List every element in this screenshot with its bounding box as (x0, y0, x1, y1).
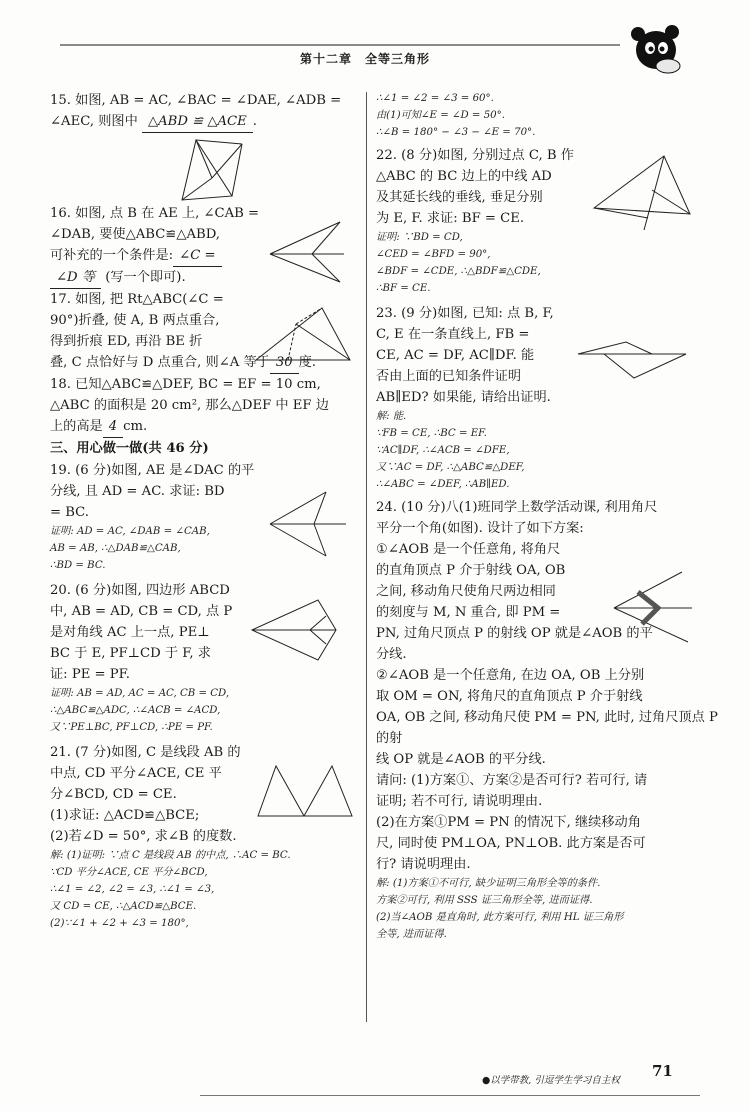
q20-solution-2: ∴△ABC≌△ADC, ∴∠ACB = ∠ACD, (50, 705, 221, 716)
q19-line1: 19. (6 分)如图, AE 是∠DAC 的平 (50, 463, 255, 478)
q16-answer-part1: ∠C = (173, 245, 221, 267)
q24-line17: 行? 请说明理由. (376, 857, 471, 872)
figure-q24 (612, 570, 694, 650)
q23-line3: CE, AC = DF, AC∥DF. 能 (376, 348, 535, 363)
q21-line2: 中点, CD 平分∠ACE, CE 平 (50, 766, 222, 781)
q17-line4: 叠, C 点恰好与 D 点重合, 则∠A 等于 (50, 355, 270, 370)
q24-line15: (2)在方案①PM = PN 的情况下, 继续移动角 (376, 815, 641, 830)
q23-solution-0: 解: 能. (376, 411, 407, 422)
q24-line6: 的刻度与 M, N 重合, 即 PM = (376, 605, 561, 620)
q21-solution-1: 解: (1)证明: ∵点 C 是线段 AB 的中点, ∴AC = BC. (50, 850, 291, 861)
q15-end: . (252, 114, 257, 129)
q15-line1: 15. 如图, AB = AC, ∠BAC = ∠DAE, ∠ADB = (50, 93, 342, 108)
q18-answer: 4 (103, 416, 123, 438)
figure-q20 (248, 594, 340, 670)
q21-solution-5: (2)∵∠1 + ∠2 + ∠3 = 180°, (50, 918, 189, 929)
q22-line1: 22. (8 分)如图, 分别过点 C, B 作 (376, 148, 574, 163)
q18-line2: △ABC 的面积是 20 cm², 那么△DEF 中 EF 边 (50, 398, 329, 413)
q22-solution-2: ∠CED = ∠BFD = 90°, (376, 249, 491, 260)
q24-line2: 平分一个角(如图). 设计了如下方案: (376, 521, 584, 536)
q20-line1: 20. (6 分)如图, 四边形 ABCD (50, 583, 230, 598)
q21-solution-6: ∴∠1 = ∠2 = ∠3 = 60°. (376, 93, 494, 104)
q17-line2: 90°)折叠, 使 A, B 两点重合, (50, 313, 220, 328)
q23-line2: C, E 在一条直线上, FB = (376, 327, 530, 342)
column-divider (366, 92, 367, 1022)
q17-end: 度. (298, 355, 317, 370)
q19-solution-3: ∴BD = BC. (50, 560, 106, 571)
q24-line8: 分线. (376, 647, 407, 662)
q23-solution-2: ∵AC∥DF, ∴∠ACB = ∠DFE, (376, 445, 510, 456)
q22-solution-3: ∠BDF = ∠CDE, ∴△BDF≌△CDE, (376, 266, 541, 277)
q20-line4: BC 于 E, PF⊥CD 于 F, 求 (50, 646, 211, 661)
q21-solution-2: ∵CD 平分∠ACE, CE 平分∠BCD, (50, 867, 208, 878)
q21-solution-4: 又 CD = CE, ∴△ACD≌△BCE. (50, 901, 197, 912)
q19-solution-2: AB = AB, ∴△DAB≌△CAB, (50, 543, 181, 554)
question-18 (50, 374, 362, 438)
footer-rule (200, 1095, 700, 1096)
q15-answer: △ABD ≌ △ACE (142, 111, 253, 133)
q16-line2: ∠DAB, 要使△ABC≌△ABD, (50, 227, 220, 242)
q22-solution-1: 证明: ∵BD = CD, (376, 232, 463, 243)
q18-line1: 18. 已知△ABC≌△DEF, BC = EF = 10 cm, (50, 377, 321, 392)
figure-q15 (176, 138, 256, 210)
figure-q16 (266, 216, 348, 290)
q16-line3: 可补充的一个条件是: (50, 248, 174, 263)
q20-line3: 是对角线 AC 上一点, PE⊥ (50, 625, 210, 640)
q20-line5: 证: PE = PF. (50, 667, 130, 682)
q23-solution-1: ∵FB = CE, ∴BC = EF. (376, 428, 487, 439)
q19-line3: = BC. (50, 505, 89, 520)
question-23 (376, 303, 721, 493)
q18-end: cm. (123, 419, 148, 434)
q24-solution-1: 解: (1)方案①不可行, 缺少证明三角形全等的条件. (376, 878, 601, 889)
q22-line4: 为 E, F. 求证: BF = CE. (376, 211, 525, 226)
q22-line2: △ABC 的 BC 边上的中线 AD (376, 169, 552, 184)
mascot-logo (628, 20, 688, 76)
q23-solution-3: 又∵AC = DF, ∴△ABC≌△DEF, (376, 462, 525, 473)
q16-line1: 16. 如图, 点 B 在 AE 上, ∠CAB = (50, 206, 260, 221)
section-3-heading: 三、用心做一做(共 46 分) (50, 441, 209, 456)
q21-line4: (1)求证: △ACD≌△BCE; (50, 808, 200, 823)
q16-answer-part2: ∠D 等 (50, 267, 101, 289)
q21-solution-3: ∴∠1 = ∠2, ∠2 = ∠3, ∴∠1 = ∠3, (50, 884, 215, 895)
figure-q23 (574, 340, 690, 384)
header-rule (60, 44, 620, 46)
q17-line3: 得到折痕 ED, 再沿 BE 折 (50, 334, 203, 349)
q23-line1: 23. (9 分)如图, 已知: 点 B, F, (376, 306, 554, 321)
q21-line5: (2)若∠D = 50°, 求∠B 的度数. (50, 829, 237, 844)
q24-solution-4: 全等, 进而证得. (376, 929, 447, 940)
q21-line1: 21. (7 分)如图, C 是线段 AB 的 (50, 745, 241, 760)
q15-line2: ∠AEC, 则图中 (50, 114, 138, 129)
q22-solution-4: ∴BF = CE. (376, 283, 431, 294)
q22-line3: 及其延长线的垂线, 垂足分别 (376, 190, 543, 205)
q24-line4: 的直角顶点 P 介于射线 OA, OB (376, 563, 566, 578)
q24-line10: 取 OM = ON, 将角尺的直角顶点 P 介于射线 (376, 689, 643, 704)
q17-line1: 17. 如图, 把 Rt△ABC(∠C = (50, 292, 224, 307)
q24-solution-2: 方案②可行, 利用 SSS 证三角形全等, 进而证得. (376, 895, 593, 906)
q24-line12: 线 OP 就是∠AOB 的平分线. (376, 752, 546, 767)
q21-line3: 分∠BCD, CD = CE. (50, 787, 177, 802)
page-number: 71 (652, 1062, 673, 1080)
figure-q21 (256, 762, 356, 828)
q20-line2: 中, AB = AD, CB = CD, 点 P (50, 604, 233, 619)
q19-solution-1: 证明: AD = AC, ∠DAB = ∠CAB, (50, 526, 210, 537)
q23-line5: AB∥ED? 如果能, 请给出证明. (376, 390, 551, 405)
figure-q22 (590, 152, 694, 238)
q24-line3: ①∠AOB 是一个任意角, 将角尺 (376, 542, 561, 557)
q21-solution-8: ∴∠B = 180° − ∠3 − ∠E = 70°. (376, 127, 536, 138)
q21-solution-7: 由(1)可知∠E = ∠D = 50°. (376, 110, 505, 121)
footer-slogan: ●以学带教, 引逗学生学习自主权 (482, 1075, 620, 1086)
q16-line4: (写一个即可). (105, 270, 186, 285)
figure-q17 (254, 304, 354, 370)
question-24 (376, 497, 721, 943)
q24-line9: ②∠AOB 是一个任意角, 在边 OA, OB 上分别 (376, 668, 645, 683)
q23-solution-4: ∴∠ABC = ∠DEF, ∴AB∥ED. (376, 479, 510, 490)
chapter-title: 第十二章 全等三角形 (300, 52, 431, 66)
q24-line11: OA, OB 之间, 移动角尺使 PM = PN, 此时, 过角尺顶点 P 的射 (376, 710, 718, 746)
q17-answer: 30 (270, 352, 299, 374)
q24-line13: 请问: (1)方案①、方案②是否可行? 若可行, 请 (376, 773, 648, 788)
q24-line5: 之间, 移动角尺使角尺两边相同 (376, 584, 556, 599)
q18-line3: 上的高是 (50, 419, 103, 434)
q19-line2: 分线, 且 AD = AC. 求证: BD (50, 484, 225, 499)
q23-line4: 否由上面的已知条件证明 (376, 369, 522, 384)
q24-line7: PN, 过角尺顶点 P 的射线 OP 就是∠AOB 的平 (376, 626, 653, 641)
q20-solution-3: 又∵PE⊥BC, PF⊥CD, ∴PE = PF. (50, 722, 213, 733)
q24-line1: 24. (10 分)八(1)班同学上数学活动课, 利用角尺 (376, 500, 658, 515)
q20-solution-1: 证明: AB = AD, AC = AC, CB = CD, (50, 688, 230, 699)
figure-q19 (266, 488, 348, 564)
q24-line16: 尺, 同时使 PM⊥OA, PN⊥OB. 此方案是否可 (376, 836, 646, 851)
q24-line14: 证明; 若不可行, 请说明理由. (376, 794, 543, 809)
q24-solution-3: (2)当∠AOB 是直角时, 此方案可行, 利用 HL 证三角形 (376, 912, 624, 923)
